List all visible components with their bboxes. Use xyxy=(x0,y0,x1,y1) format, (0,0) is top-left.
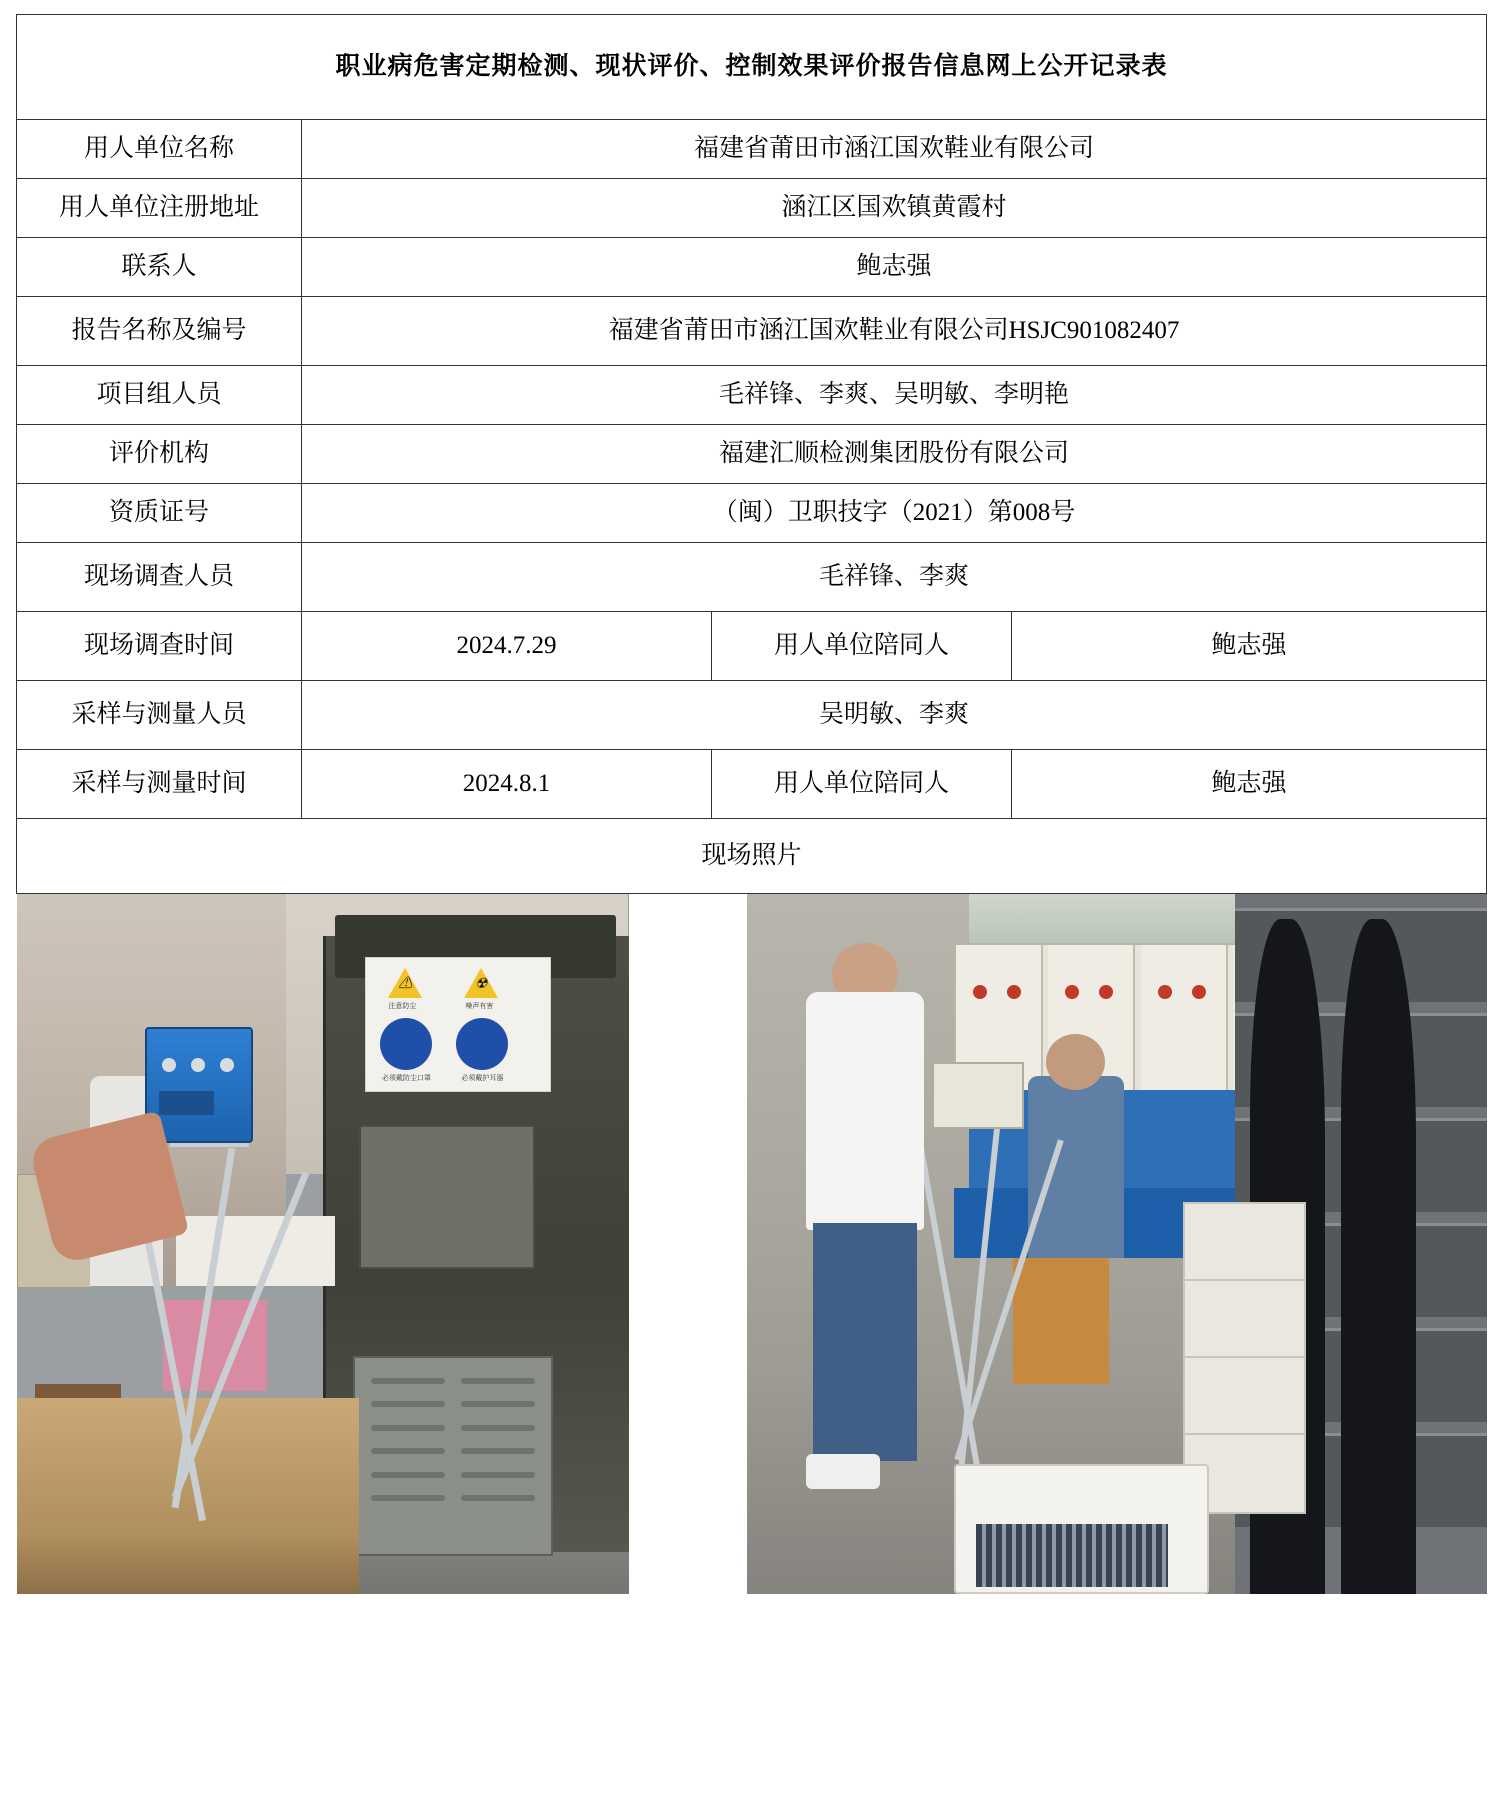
table-row xyxy=(17,238,1487,297)
row-value-site-survey-staff: 毛祥锋、李爽 xyxy=(302,543,1487,612)
photo2-crate-2 xyxy=(1183,1279,1305,1360)
row-label-sampling-companion: 用人单位陪同人 xyxy=(712,750,1012,819)
sign-text-earmuff: 必须戴护耳器 xyxy=(461,1075,504,1082)
sign-text-mask: 必须戴防尘口罩 xyxy=(381,1075,431,1082)
table-row xyxy=(17,179,1487,238)
photo2-seated-worker-head xyxy=(1046,1034,1105,1090)
row-value-registered-address: 涵江区国欢镇黄霞村 xyxy=(302,179,1487,238)
photos-section-label: 现场照片 xyxy=(17,819,1487,894)
row-label-qualification-number: 资质证号 xyxy=(17,484,302,543)
row-value-employer-name: 福建省莆田市涵江国欢鞋业有限公司 xyxy=(302,120,1487,179)
row-value-survey-time: 2024.7.29 xyxy=(302,612,712,681)
photos-container xyxy=(17,894,1487,1594)
photos-cell xyxy=(17,894,1487,1595)
disclosure-record-table xyxy=(16,14,1487,1594)
table-row xyxy=(17,120,1487,179)
dust-warning-triangle-icon: ⚠ xyxy=(388,968,422,998)
photo-worktable xyxy=(176,1216,335,1286)
row-label-contact-person: 联系人 xyxy=(17,238,302,297)
photo-machine-panel xyxy=(359,1125,534,1269)
table-row xyxy=(17,484,1487,543)
row-value-contact-person: 鲍志强 xyxy=(302,238,1487,297)
table-row xyxy=(17,612,1487,681)
row-value-sampling-companion: 鲍志强 xyxy=(1012,750,1487,819)
row-label-registered-address: 用人单位注册地址 xyxy=(17,179,302,238)
sign-text-noise: 噪声有害 xyxy=(465,1003,494,1010)
row-value-survey-companion: 鲍志强 xyxy=(1012,612,1487,681)
row-value-project-team: 毛祥锋、李爽、吴明敏、李明艳 xyxy=(302,366,1487,425)
sign-text-dust: 注意防尘 xyxy=(388,1003,417,1010)
table-row xyxy=(17,819,1487,894)
row-value-sampling-time: 2024.8.1 xyxy=(302,750,712,819)
table-row xyxy=(17,543,1487,612)
row-value-qualification-number: （闽）卫职技字（2021）第008号 xyxy=(302,484,1487,543)
photo-machine-vent xyxy=(353,1356,553,1556)
table-row xyxy=(17,750,1487,819)
noise-warning-triangle-icon: ☢ xyxy=(464,968,498,998)
photo2-seated-worker xyxy=(1028,1076,1124,1258)
site-photo-left xyxy=(17,894,629,1594)
photo2-crate-1 xyxy=(1183,1202,1305,1283)
row-value-report-name-number: 福建省莆田市涵江国欢鞋业有限公司HSJC901082407 xyxy=(302,297,1487,366)
table-row xyxy=(17,297,1487,366)
photo2-crate-3 xyxy=(1183,1356,1305,1437)
photo2-inspector-legs xyxy=(813,1223,917,1461)
photo2-inspector-shoe xyxy=(806,1454,880,1489)
row-label-survey-time: 现场调查时间 xyxy=(17,612,302,681)
table-row xyxy=(17,366,1487,425)
photo2-wire-bundle xyxy=(976,1524,1168,1587)
row-label-employer-name: 用人单位名称 xyxy=(17,120,302,179)
table-row xyxy=(17,681,1487,750)
mask-required-badge-icon xyxy=(380,1018,432,1070)
row-label-project-team: 项目组人员 xyxy=(17,366,302,425)
photo2-inspector-body xyxy=(806,992,924,1230)
photo-warning-sign-board xyxy=(365,957,551,1092)
table-row xyxy=(17,425,1487,484)
photos-row xyxy=(17,894,1487,1595)
row-label-sampling-staff: 采样与测量人员 xyxy=(17,681,302,750)
earmuff-required-badge-icon xyxy=(456,1018,508,1070)
row-label-assessment-agency: 评价机构 xyxy=(17,425,302,484)
row-label-report-name-number: 报告名称及编号 xyxy=(17,297,302,366)
row-label-survey-companion: 用人单位陪同人 xyxy=(712,612,1012,681)
row-value-sampling-staff: 吴明敏、李爽 xyxy=(302,681,1487,750)
photo2-stool xyxy=(1013,1258,1109,1384)
site-photo-right xyxy=(747,894,1487,1594)
row-value-assessment-agency: 福建汇顺检测集团股份有限公司 xyxy=(302,425,1487,484)
row-label-sampling-time: 采样与测量时间 xyxy=(17,750,302,819)
page-title: 职业病危害定期检测、现状评价、控制效果评价报告信息网上公开记录表 xyxy=(17,15,1487,120)
title-row xyxy=(17,15,1487,120)
photo2-noise-meter xyxy=(932,1062,1025,1129)
row-label-site-survey-staff: 现场调查人员 xyxy=(17,543,302,612)
